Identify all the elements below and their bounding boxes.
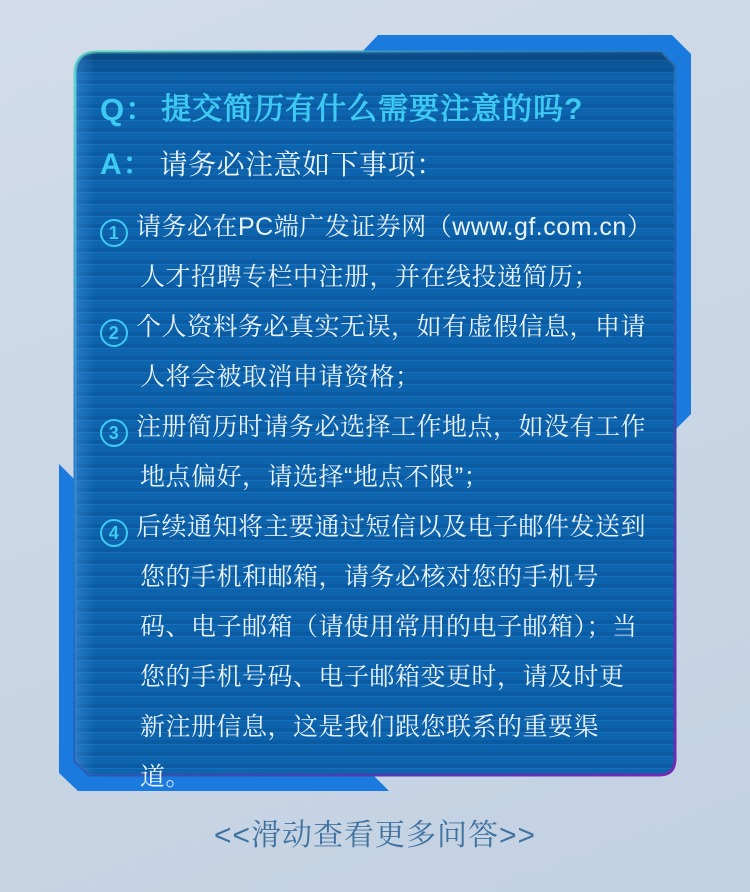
item-number-badge: 2 <box>100 319 128 347</box>
swipe-more-hint: <<滑动查看更多问答>> <box>213 819 537 852</box>
notice-list <box>100 202 648 802</box>
list-item <box>100 402 648 502</box>
qa-card-content <box>100 88 660 802</box>
list-item <box>100 302 648 402</box>
item-number-badge: 3 <box>100 419 128 447</box>
answer-prefix: A： <box>100 148 154 181</box>
list-item-text: 个人资料务必真实无误，如有虚假信息，申请人将会被取消申请资格； <box>136 313 647 391</box>
question-text: 提交简历有什么需要注意的吗? <box>161 93 584 126</box>
answer-intro: 请务必注意如下事项： <box>159 149 445 180</box>
list-item <box>100 202 648 302</box>
list-item-text: 请务必在PC端广发证券网（www.gf.com.cn）人才招聘专栏中注册，并在线投递简历； <box>136 213 640 291</box>
list-item-text: 后续通知将主要通过短信以及电子邮件发送到您的手机和邮箱，请务必核对您的手机号码、电子邮箱（请使用常用的电子邮箱）；当您的手机号码、电子邮箱变更时，请及时更新注册信息，这是我们跟您联系的重要渠道。 <box>136 513 647 791</box>
list-item-text: 注册简历时请务必选择工作地点，如没有工作地点偏好，请选择“地点不限”； <box>136 413 647 491</box>
item-number-badge: 4 <box>100 519 128 547</box>
item-number-badge: 1 <box>100 219 128 247</box>
question-prefix: Q： <box>100 92 158 127</box>
answer-line <box>100 143 660 187</box>
question-line <box>100 88 660 132</box>
list-item <box>100 502 648 802</box>
